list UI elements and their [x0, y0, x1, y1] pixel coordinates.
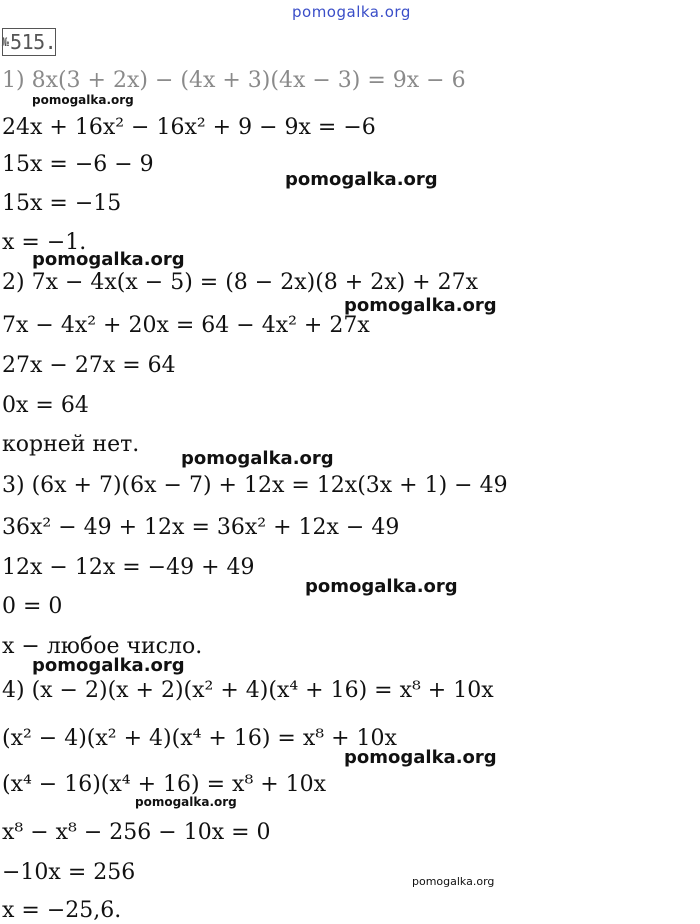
problem-number: 515.: [10, 30, 57, 54]
solution-line: 36x² − 49 + 12x = 36x² + 12x − 49: [2, 515, 400, 540]
solution-line: 15x = −6 − 9: [2, 152, 154, 177]
watermark: pomogalka.org: [32, 655, 185, 676]
problem-number-box: [2, 28, 56, 56]
watermark: pomogalka.org: [135, 795, 237, 809]
equation-3-statement: 3) (6x + 7)(6x − 7) + 12x = 12x(3x + 1) − 49: [2, 473, 508, 498]
solution-line: 12x − 12x = −49 + 49: [2, 555, 255, 580]
solution-line: 0x = 64: [2, 393, 89, 418]
solution-answer: x − любое число.: [2, 634, 203, 659]
solution-answer: корней нет.: [2, 432, 140, 457]
number-sign: №: [1, 35, 10, 49]
site-watermark-top: pomogalka.org: [292, 3, 411, 21]
solution-line: x⁸ − x⁸ − 256 − 10x = 0: [2, 820, 271, 845]
watermark: pomogalka.org: [344, 295, 497, 316]
watermark: pomogalka.org: [32, 249, 185, 270]
watermark: pomogalka.org: [181, 448, 334, 469]
equation-2-statement: 2) 7x − 4x(x − 5) = (8 − 2x)(8 + 2x) + 27x: [2, 270, 479, 295]
equation-4-statement: 4) (x − 2)(x + 2)(x² + 4)(x⁴ + 16) = x⁸ + 10x: [2, 678, 494, 703]
solution-line: 15x = −15: [2, 191, 122, 216]
equation-1-statement: 1) 8x(3 + 2x) − (4x + 3)(4x − 3) = 9x − 6: [2, 68, 466, 93]
solution-answer: x = −1.: [2, 230, 87, 255]
solution-line: 24x + 16x² − 16x² + 9 − 9x = −6: [2, 115, 376, 140]
solution-line: 7x − 4x² + 20x = 64 − 4x² + 27x: [2, 313, 370, 338]
solution-line: (x² − 4)(x² + 4)(x⁴ + 16) = x⁸ + 10x: [2, 726, 397, 751]
solution-line: 0 = 0: [2, 594, 63, 619]
watermark: pomogalka.org: [412, 875, 495, 888]
solution-line: 27x − 27x = 64: [2, 353, 176, 378]
watermark: pomogalka.org: [32, 93, 134, 107]
watermark: pomogalka.org: [285, 169, 438, 190]
solution-line: (x⁴ − 16)(x⁴ + 16) = x⁸ + 10x: [2, 772, 327, 797]
solution-answer: x = −25,6.: [2, 898, 122, 923]
solution-line: −10x = 256: [2, 860, 136, 885]
watermark: pomogalka.org: [344, 747, 497, 768]
watermark: pomogalka.org: [305, 576, 458, 597]
